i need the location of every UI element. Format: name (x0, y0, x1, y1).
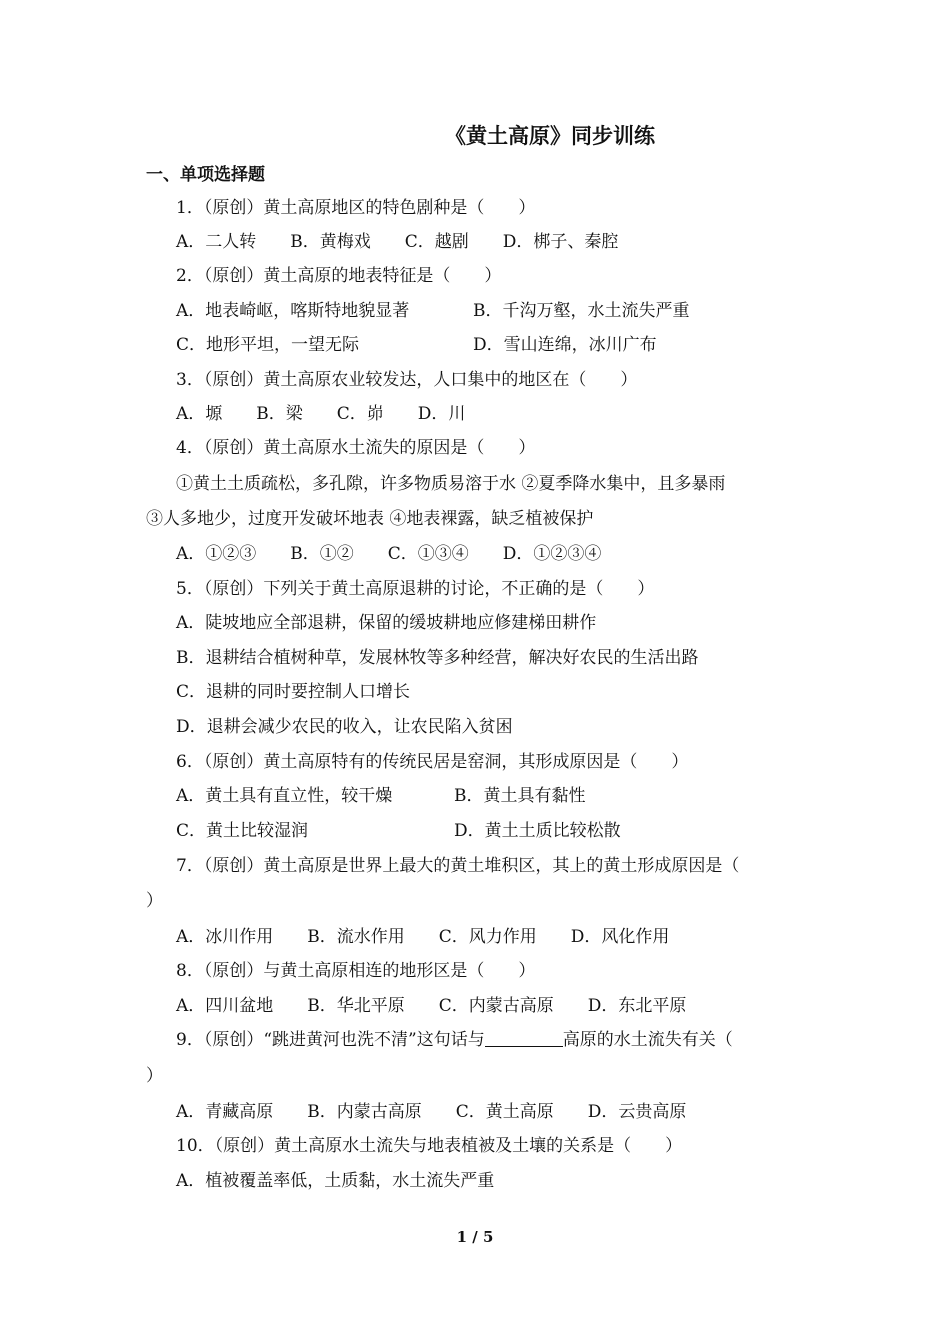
fill-in-blank (485, 1030, 563, 1047)
question-5-option-b: B．退耕结合植树种草，发展林牧等多种经营，解决好农民的生活出路 (176, 648, 699, 668)
question-4-statements-line-1: ①黄土土质疏松，多孔隙，许多物质易溶于水 ②夏季降水集中，且多暴雨 (176, 474, 726, 494)
question-2-option-d: D．雪山连绵，冰川广布 (473, 335, 657, 355)
question-3-options: A．塬 B．梁 C．峁 D．川 (176, 404, 466, 424)
question-6-option-d: D．黄土土质比较松散 (454, 821, 621, 841)
question-9-text-after: 高原的水土流失有关（ (562, 1030, 733, 1050)
question-5-option-d: D．退耕会减少农民的收入，让农民陷入贫困 (176, 717, 513, 737)
question-2-option-a: A．地表崎岖，喀斯特地貌显著 (176, 301, 410, 321)
question-7-continuation: ） (146, 891, 163, 911)
question-9-options: A．青藏高原 B．内蒙古高原 C．黄土高原 D．云贵高原 (176, 1102, 687, 1122)
question-6-option-a: A．黄土具有直立性，较干燥 (176, 786, 393, 806)
question-6-option-c: C．黄土比较湿润 (176, 821, 309, 841)
page-number: 1 / 5 (456, 1228, 494, 1246)
question-8: 8．（原创）与黄土高原相连的地形区是（ ） (176, 961, 536, 981)
question-9-text-before: 9．（原创）“跳进黄河也洗不清”这句话与 (176, 1030, 485, 1050)
question-6-option-b: B．黄土具有黏性 (454, 786, 586, 806)
question-4: 4．（原创）黄土高原水土流失的原因是（ ） (176, 438, 536, 458)
question-4-options: A．①②③ B．①② C．①③④ D．①②③④ (176, 544, 602, 564)
question-4-statements-line-2: ③人多地少，过度开发破坏地表 ④地表裸露，缺乏植被保护 (146, 509, 594, 529)
section-heading: 一、单项选择题 (146, 165, 265, 185)
question-7: 7．（原创）黄土高原是世界上最大的黄土堆积区，其上的黄土形成原因是（ (176, 856, 740, 876)
question-7-options: A．冰川作用 B．流水作用 C．风力作用 D．风化作用 (176, 927, 670, 947)
question-9-continuation: ） (146, 1066, 163, 1086)
question-3: 3．（原创）黄土高原农业较发达，人口集中的地区在（ ） (176, 370, 638, 390)
question-10: 10．（原创）黄土高原水土流失与地表植被及土壤的关系是（ ） (176, 1136, 683, 1156)
question-8-options: A．四川盆地 B．华北平原 C．内蒙古高原 D．东北平原 (176, 996, 687, 1016)
page-title: 《黄土高原》同步训练 (445, 123, 655, 148)
question-5-option-a: A．陡坡地应全部退耕，保留的缓坡耕地应修建梯田耕作 (176, 613, 597, 633)
question-1-options: A．二人转 B．黄梅戏 C．越剧 D．梆子、秦腔 (176, 232, 619, 252)
question-2-option-c: C．地形平坦，一望无际 (176, 335, 360, 355)
question-6: 6．（原创）黄土高原特有的传统民居是窑洞，其形成原因是（ ） (176, 752, 689, 772)
question-1: 1．（原创）黄土高原地区的特色剧种是（ ） (176, 198, 536, 218)
question-9 (176, 1028, 733, 1052)
question-5: 5．（原创）下列关于黄土高原退耕的讨论，不正确的是（ ） (176, 579, 655, 599)
question-5-option-c: C．退耕的同时要控制人口增长 (176, 682, 411, 702)
question-2: 2．（原创）黄土高原的地表特征是（ ） (176, 266, 502, 286)
question-10-option-a: A．植被覆盖率低，土质黏，水土流失严重 (176, 1171, 495, 1191)
question-2-option-b: B．千沟万壑，水土流失严重 (473, 301, 690, 321)
